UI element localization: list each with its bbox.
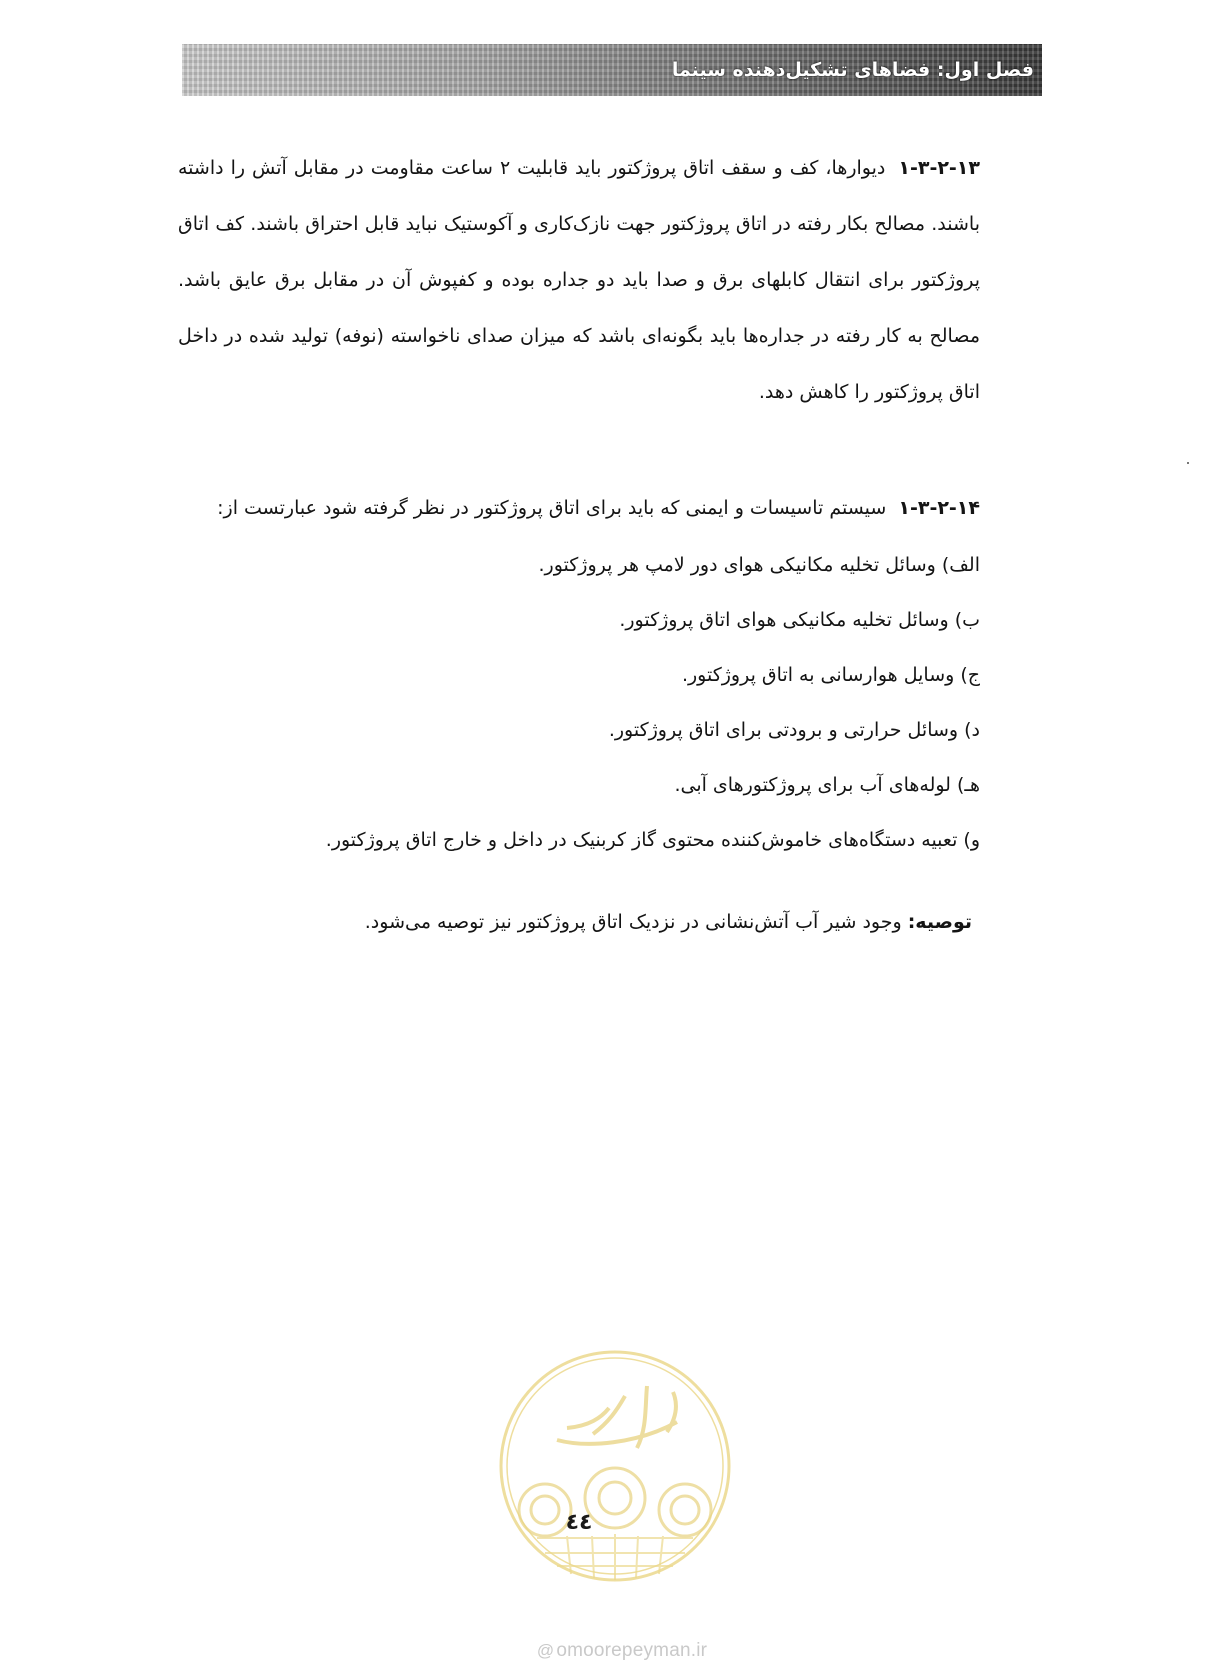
page-number: ٤٤: [565, 1510, 593, 1535]
recommendation-note: [365, 902, 972, 942]
section-14-number: ۱-۳-۲-۱۴: [898, 497, 980, 519]
list-item: ج) وسایل هوارسانی به اتاق پروژکتور.: [681, 664, 980, 686]
section-14-list: [260, 538, 980, 868]
note-label: توصیه:: [907, 911, 972, 933]
watermark-logo: [497, 1348, 733, 1584]
page-content: [178, 140, 980, 933]
list-item: و) تعبیه دستگاه‌های خاموش‌کننده محتوی گاز کربنیک در داخل و خارج اتاق پروژکتور.: [325, 829, 980, 851]
scan-speck: [1187, 462, 1189, 464]
list-item: ب) وسائل تخلیه مکانیکی هوای اتاق پروژکتور.: [619, 609, 980, 631]
list-item: هـ) لوله‌های آب برای پروژکتورهای آبی.: [674, 774, 980, 796]
watermark-url-text: omoorepeyman.ir: [556, 1640, 708, 1661]
section-13-number: ۱-۳-۲-۱۳: [898, 157, 980, 179]
watermark-url: [512, 1640, 732, 1662]
note-text: وجود شیر آب آتش‌نشانی در نزدیک اتاق پروژکتور نیز توصیه می‌شود.: [364, 911, 902, 933]
at-sign-icon: @: [536, 1641, 555, 1660]
section-14-paragraph: [190, 480, 980, 536]
list-item: د) وسائل حرارتی و برودتی برای اتاق پروژکتور.: [608, 719, 980, 741]
section-14-text: سیستم تاسیسات و ایمنی که باید برای اتاق پروژکتور در نظر گرفته شود عبارتست از:: [217, 497, 887, 519]
chapter-title: فصل اول: فضاهای تشکیل‌دهنده سینما: [671, 59, 1034, 81]
chapter-header-band: [182, 44, 1042, 96]
list-item: الف) وسائل تخلیه مکانیکی هوای دور لامپ هر پروژکتور.: [538, 554, 980, 576]
section-13-text: دیوارها، کف و سقف اتاق پروژکتور باید قابلیت ۲ ساعت مقاومت در مقابل آتش را داشته باشند. مصالح بکار رفته در اتاق پروژکتور جهت نازک‌کاری و آکوستیک نباید قابل احتراق باشند. کف اتاق پروژکتور برای انتقال کابلهای برق و صدا باید دو جداره بوده و کفپوش آن در مقابل برق عایق باشد. مصالح به کار رفته در جداره‌ها باید بگونه‌ای باشد که میزان صدای ناخواسته (نوفه) تولید شده در داخل اتاق پروژکتور را کاهش دهد.: [178, 157, 980, 403]
section-13-paragraph: [178, 140, 980, 420]
